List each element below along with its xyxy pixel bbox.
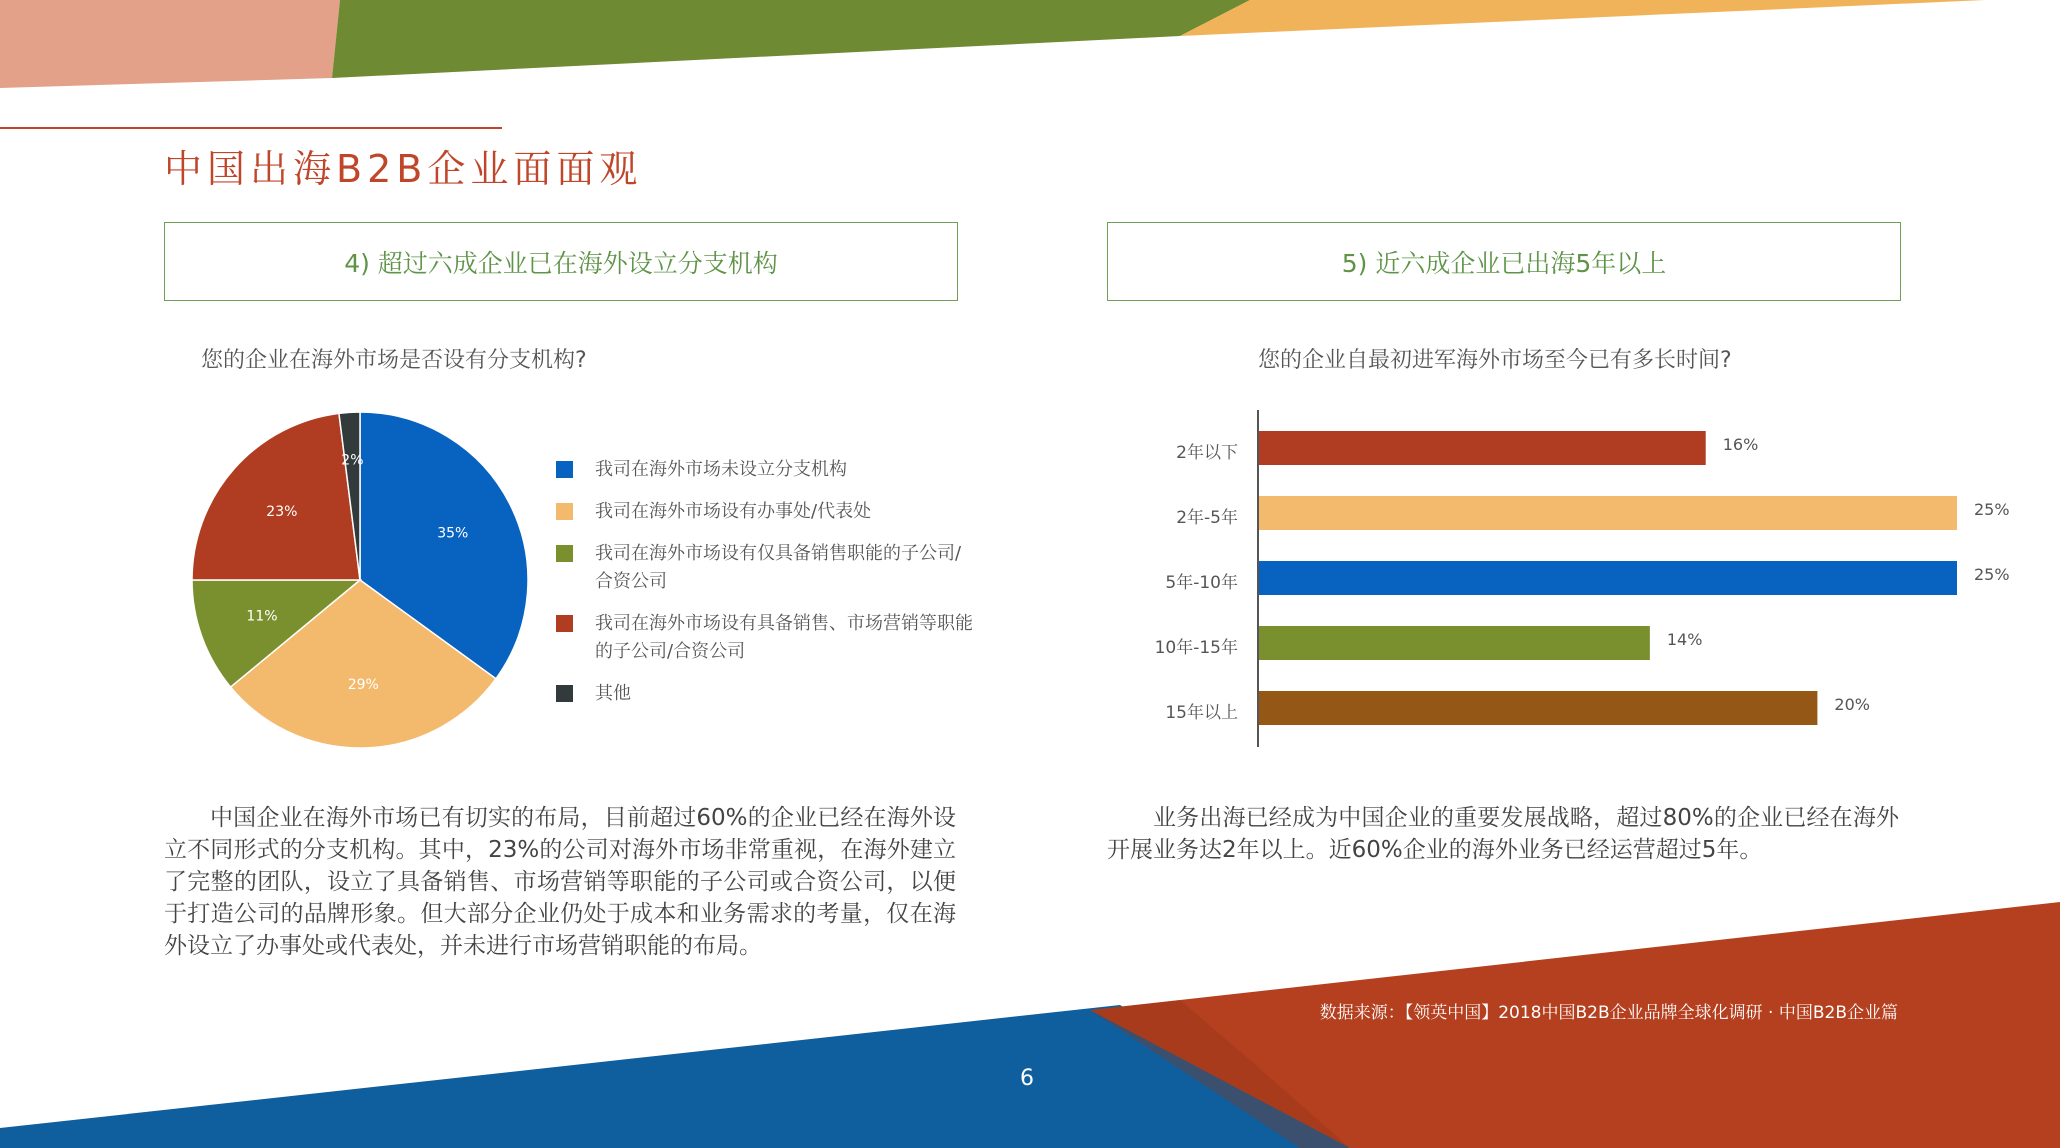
bar-2 (1259, 561, 1957, 595)
bar-category-label-0: 2年以下 (1176, 443, 1238, 463)
deco-pink-shape (0, 0, 340, 88)
bar-1 (1259, 496, 1957, 530)
legend-item-4 (556, 680, 976, 708)
source-note: 数据来源：【领英中国】2018中国B2B企业品牌全球化调研 · 中国B2B企业篇 (1319, 1003, 1898, 1023)
bar-0 (1259, 431, 1706, 465)
legend-item-3 (556, 610, 976, 666)
deco-olive-shape (332, 0, 1250, 78)
legend-swatch-3 (556, 615, 573, 632)
bar-value-label-4: 20% (1834, 695, 1870, 714)
bar-chart (1110, 405, 2010, 755)
title-rule (0, 127, 502, 129)
bar-category-label-4: 15年以上 (1165, 703, 1238, 723)
section-title-left: 4) 超过六成企业已在海外设立分支机构 (344, 248, 778, 278)
legend-label-0: 我司在海外市场未设立分支机构 (595, 459, 847, 480)
pie-slice-3 (192, 413, 360, 580)
pie-legend (556, 456, 976, 722)
bar-category-label-3: 10年-15年 (1154, 638, 1238, 658)
bar-category-label-1: 2年-5年 (1176, 508, 1238, 528)
legend-swatch-4 (556, 685, 573, 702)
section-title-box-right (1107, 222, 1901, 301)
pie-data-label-0: 35% (437, 525, 469, 542)
section-title-right: 5) 近六成企业已出海5年以上 (1341, 248, 1667, 278)
bar-value-label-2: 25% (1974, 565, 2010, 584)
bar-value-label-3: 14% (1666, 630, 1703, 649)
legend-swatch-1 (556, 503, 573, 520)
bar-value-label-0: 16% (1722, 435, 1759, 454)
pie-data-label-4: 2% (341, 452, 364, 469)
pie-chart (180, 400, 540, 760)
legend-label-3: 我司在海外市场设有具备销售、市场营销等职能的子公司/合资公司 (595, 613, 973, 662)
legend-label-1: 我司在海外市场设有办事处/代表处 (595, 501, 872, 522)
legend-label-4: 其他 (595, 683, 631, 704)
legend-swatch-2 (556, 545, 573, 562)
pie-data-label-2: 11% (246, 608, 278, 625)
deco-yellow-shape (1180, 0, 1985, 36)
bar-3 (1259, 626, 1650, 660)
pie-data-label-1: 29% (347, 677, 379, 694)
bar-4 (1259, 691, 1817, 725)
page-title: 中国出海B2B企业面面观 (164, 147, 643, 191)
legend-item-2 (556, 540, 976, 596)
section-title-box-left (164, 222, 958, 301)
bar-value-label-1: 25% (1974, 500, 2010, 519)
page-number: 6 (1020, 1066, 1034, 1091)
legend-item-1 (556, 498, 976, 526)
question-left: 您的企业在海外市场是否设有分支机构? (201, 348, 587, 373)
legend-swatch-0 (556, 461, 573, 478)
bar-category-label-2: 5年-10年 (1165, 573, 1238, 593)
legend-item-0 (556, 456, 976, 484)
pie-data-label-3: 23% (266, 504, 298, 521)
legend-label-2: 我司在海外市场设有仅具备销售职能的子公司/合资公司 (595, 543, 962, 592)
paragraph-right: 业务出海已经成为中国企业的重要发展战略，超过80%的企业已经在海外开展业务达2年以上。近60%企业的海外业务已经运营超过5年。 (1107, 805, 1899, 863)
question-right: 您的企业自最初进军海外市场至今已有多长时间? (1258, 348, 1732, 373)
paragraph-left: 中国企业在海外市场已有切实的布局，目前超过60%的企业已经在海外设立不同形式的分支机构。其中，23%的公司对海外市场非常重视，在海外建立了完整的团队，设立了具备销售、市场营销等职能的子公司或合资公司，以便于打造公司的品牌形象。但大部分企业仍处于成本和业务需求的考量，仅在海外设立了办事处或代表处，并未进行市场营销职能的布局。 (164, 805, 956, 959)
